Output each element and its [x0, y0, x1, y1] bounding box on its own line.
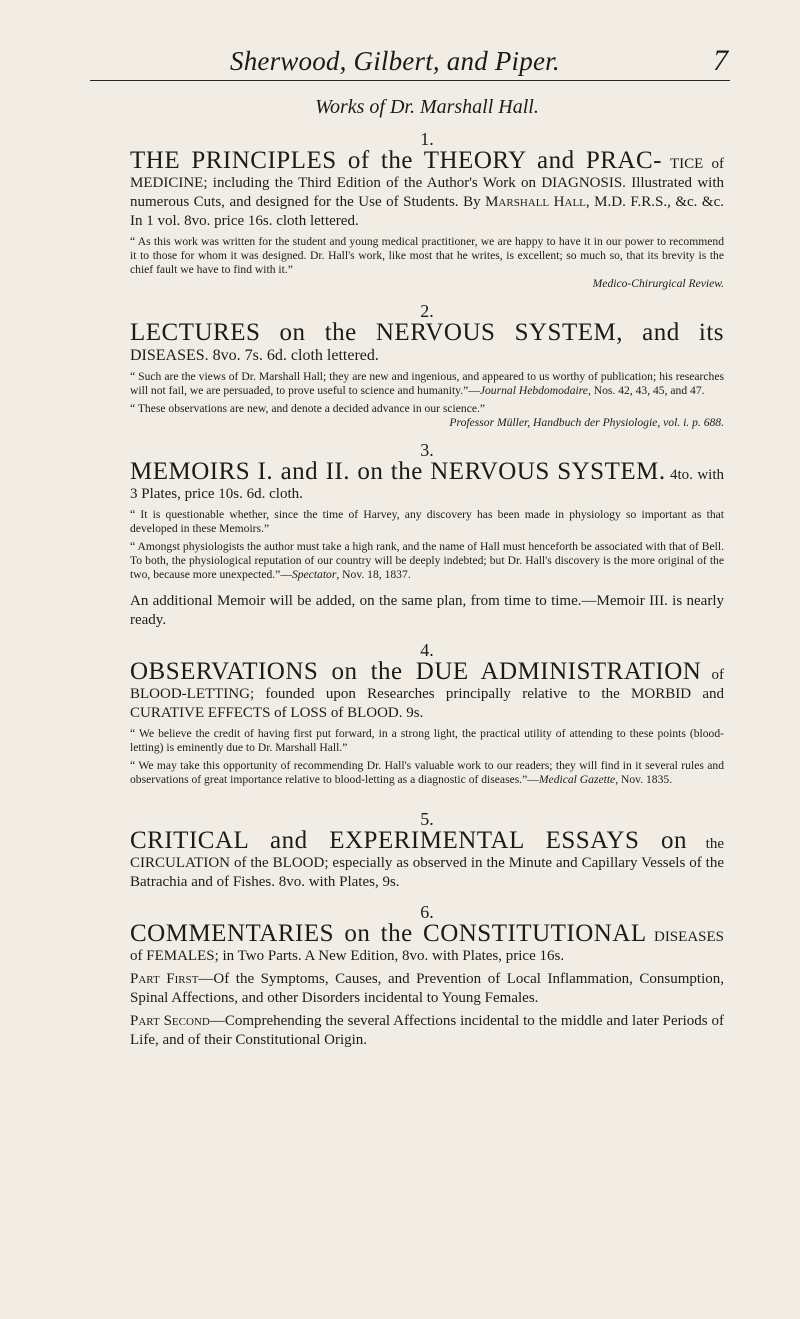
review-source: Professor Müller, Handbuch der Physiologie, vol. i. p. 688. [449, 416, 724, 429]
advertisement-listing [130, 96, 724, 1050]
work-entry [130, 902, 724, 1050]
entry-number: 6. [420, 902, 434, 922]
section-heading: Works of Dr. Marshall Hall. [315, 96, 539, 118]
review-quote: “ We may take this opportunity of recommending Dr. Hall's valuable work to our readers; they will find in it several rules and observations of great importance relative to blood-letting as a diagnostic of diseases.”—Medical Gazette, Nov. 1835. [130, 759, 724, 786]
work-entry [130, 440, 724, 630]
running-head: Sherwood, Gilbert, and Piper. [230, 46, 560, 76]
review-quote: “ It is questionable whether, since the time of Harvey, any discovery has been made in physiology so important as that developed in these Memoirs.” [130, 508, 724, 535]
page-header [90, 40, 730, 81]
entry-number: 1. [420, 129, 434, 149]
entry-title: THE PRINCIPLES of the THEORY and PRAC- TICE of MEDICINE; including the Third Edition of the Author's Work on DIAGNOSIS. Illustrated with numerous Cuts, and designed for the Use of Students. By Marshall Hall, M.D. F.R.S., &c. &c. In 1 vol. 8vo. price 16s. cloth lettered. [130, 147, 724, 229]
entry-title: LECTURES on the NERVOUS SYSTEM, and its DISEASES. 8vo. 7s. 6d. cloth lettered. [130, 319, 724, 364]
work-entry [130, 809, 724, 892]
work-entry [130, 640, 724, 787]
entry-title: CRITICAL and EXPERIMENTAL ESSAYS on the CIRCULATION of the BLOOD; especially as observed in the Minute and Capillary Vessels of the Batrachia and of Fishes. 8vo. with Plates, 9s. [130, 827, 724, 890]
entry-title: OBSERVATIONS on the DUE ADMINISTRATION of BLOOD-LETTING; founded upon Researches principally relative to the MORBID and CURATIVE EFFECTS of LOSS of BLOOD. 9s. [130, 658, 724, 721]
author-name: Marshall Hall [485, 194, 586, 210]
entry-number: 2. [420, 301, 434, 321]
entry-number: 4. [420, 640, 434, 660]
part-description: Part First—Of the Symptoms, Causes, and Prevention of Local Inflammation, Consumption, Spinal Affections, and other Disorders incidental to Young Females. [130, 971, 724, 1006]
review-source: Medico-Chirurgical Review. [592, 277, 724, 290]
review-quote: “ Amongst physiologists the author must take a high rank, and the name of Hall must henceforth be associated with that of Bell. To both, the physiological reputation of our country will be deeply indebted; but Dr. Hall's discovery is the more original of the two, because more unexpected.”—Spectator, Nov. 18, 1837. [130, 540, 724, 581]
entry-note: An additional Memoir will be added, on the same plan, from time to time.—Memoir III. is nearly ready. [130, 593, 724, 628]
entry-number: 3. [420, 440, 434, 460]
entry-title: COMMENTARIES on the CONSTITUTIONAL DISEASES of FEMALES; in Two Parts. A New Edition, 8vo. with Plates, price 16s. [130, 920, 724, 964]
work-entry [130, 301, 724, 430]
entry-number: 5. [420, 809, 434, 829]
entry-title: MEMOIRS I. and II. on the NERVOUS SYSTEM. 4to. with 3 Plates, price 10s. 6d. cloth. [130, 458, 724, 502]
review-quote: “ We believe the credit of having first put forward, in a strong light, the practical utility of attending to these points (blood-letting) is eminently due to Dr. Marshall Hall.” [130, 727, 724, 754]
page-number: 7 [713, 44, 728, 77]
work-entry [130, 129, 724, 291]
spacer [130, 787, 724, 799]
review-quote: “ These observations are new, and denote a decided advance in our science.” [130, 402, 486, 415]
part-description: Part Second—Comprehending the several Affections incidental to the middle and later Periods of Life, and of their Constitutional Origin. [130, 1013, 724, 1048]
review-quote: “ As this work was written for the student and young medical practitioner, we are happy to have it in our power to recommend it to those for whom it was designed. Dr. Hall's work, like most that he writes, is excellent; so much so, that its brevity is the chief fault we have to find with it.” [130, 235, 724, 276]
review-quote: “ Such are the views of Dr. Marshall Hall; they are new and ingenious, and appeared to us worthy of publication; his researches will not fail, we are persuaded, to prove useful to science and humanity.”—Journal Hebdomodaire, Nos. 42, 43, 45, and 47. [130, 370, 724, 397]
